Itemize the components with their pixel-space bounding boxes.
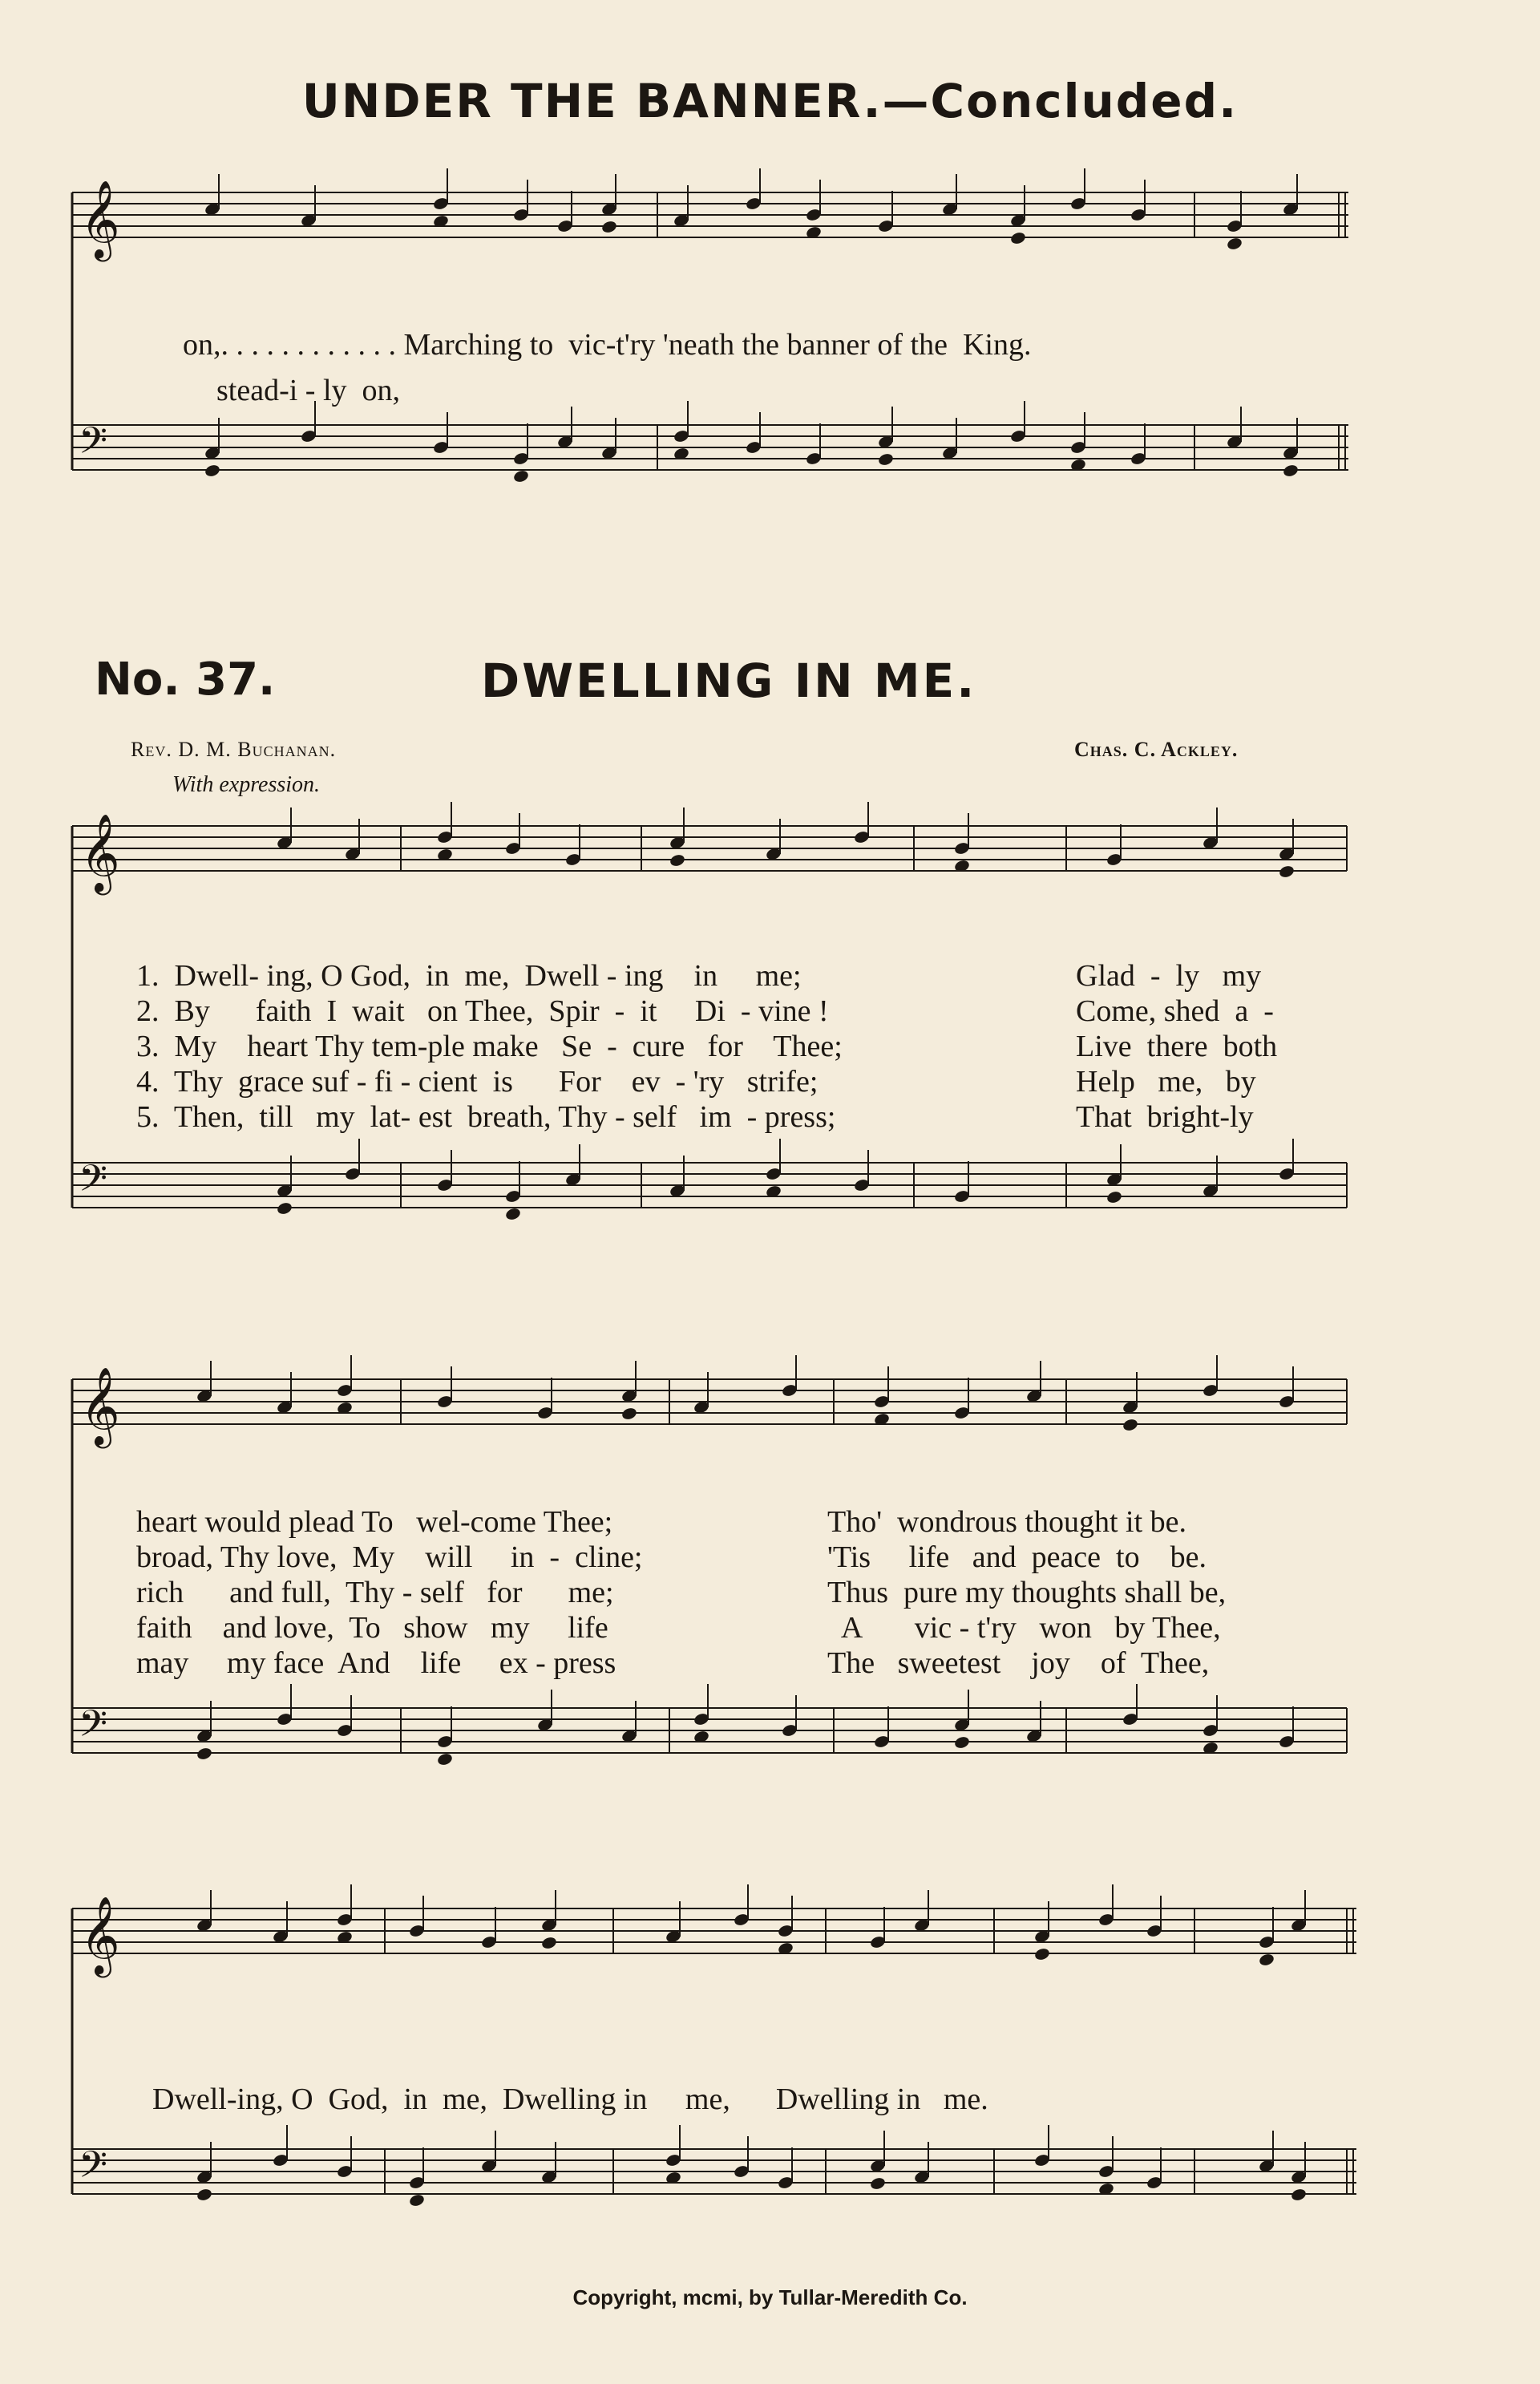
verse-line: broad, Thy love, My will in - cline;	[136, 1540, 643, 1574]
verse-line: Glad - ly my	[1076, 959, 1262, 993]
verse-line: heart would plead To wel-come Thee;	[136, 1505, 613, 1539]
bass-clef-icon: 𝄢	[79, 2143, 108, 2196]
treble-clef-icon: 𝄞	[80, 813, 120, 892]
verse-line: rich and full, Thy - self for me;	[136, 1576, 614, 1609]
note-head	[1290, 2188, 1307, 2202]
note-head	[877, 452, 894, 467]
refrain-lyric: Dwell-ing, O God, in me, Dwelling in me, Dwelling in me.	[152, 2082, 988, 2116]
note-head	[1122, 1418, 1138, 1432]
note-head	[540, 1936, 557, 1950]
verse-line: Help me, by	[1076, 1065, 1256, 1099]
note-head	[512, 469, 529, 484]
note-head	[436, 1752, 453, 1767]
note-head	[1258, 1953, 1275, 1967]
author-credit: Rev. D. M. Buchanan.	[131, 738, 337, 761]
hymn-title: DWELLING IN ME.	[481, 654, 977, 708]
treble-clef-icon: 𝄞	[80, 1896, 120, 1974]
verse-line: Thus pure my thoughts shall be,	[827, 1576, 1227, 1609]
note-head	[620, 1407, 637, 1421]
verse-block-2b	[827, 1504, 1226, 1681]
note-head	[1105, 1190, 1122, 1204]
lyric-line: stead-i - ly on,	[216, 374, 401, 407]
note-head	[1278, 864, 1295, 879]
note-head	[504, 1207, 521, 1221]
verse-block-1	[136, 958, 843, 1135]
note-head	[204, 463, 220, 478]
verse-line: Live there both	[1076, 1030, 1278, 1063]
treble-clef-icon: 𝄞	[80, 1366, 120, 1445]
copyright-notice: Copyright, mcmi, by Tullar-Meredith Co.	[572, 2285, 968, 2309]
note-head	[196, 2188, 212, 2202]
verse-line: 5. Then, till my lat- est breath, Thy - self im - press;	[136, 1100, 836, 1134]
bass-clef-icon: 𝄢	[79, 419, 108, 472]
note-head	[869, 2176, 886, 2191]
verse-line: 'Tis life and peace to be.	[827, 1540, 1207, 1574]
note-head	[953, 1735, 970, 1750]
bass-clef-icon: 𝄢	[79, 1702, 108, 1755]
verse-line: 2. By faith I wait on Thee, Spir - it Di - vine !	[136, 994, 829, 1028]
verse-line: 1. Dwell- ing, O God, in me, Dwell - ing in me;	[136, 959, 802, 993]
note-head	[600, 220, 617, 234]
verse-line: Come, shed a -	[1076, 994, 1274, 1028]
expression-mark: With expression.	[172, 772, 321, 797]
verse-line: The sweetest joy of Thee,	[827, 1646, 1210, 1680]
note-head	[1009, 231, 1026, 245]
verse-line: A vic - t'ry won by Thee,	[827, 1611, 1221, 1645]
note-head	[276, 1201, 293, 1216]
verse-line: may my face And life ex - press	[136, 1646, 616, 1680]
treble-clef-icon: 𝄞	[80, 180, 120, 258]
verse-block-2	[136, 1504, 643, 1681]
note-head	[196, 1747, 212, 1761]
composer-credit: Chas. C. Ackley.	[1074, 738, 1239, 761]
verse-line: Tho' wondrous thought it be.	[827, 1505, 1187, 1539]
hymn-number: No. 37.	[95, 654, 276, 706]
verse-line: 4. Thy grace suf - fi - cient is For ev - 'ry strife;	[136, 1065, 819, 1099]
verse-line: That bright-ly	[1076, 1100, 1254, 1134]
verse-line: 3. My heart Thy tem-ple make Se - cure for Thee;	[136, 1030, 843, 1063]
note-head	[408, 2193, 425, 2208]
bass-clef-icon: 𝄢	[79, 1157, 108, 1209]
page-title: UNDER THE BANNER.—Concluded.	[301, 74, 1239, 128]
note-head	[669, 853, 685, 868]
verse-block-1b	[1076, 958, 1277, 1135]
verse-line: faith and love, To show my life	[136, 1611, 608, 1645]
note-head	[1282, 463, 1299, 478]
note-head	[1226, 237, 1243, 251]
note-head	[1033, 1947, 1050, 1961]
lyric-line: on,. . . . . . . . . . . . Marching to vic-t'ry 'neath the banner of the King.	[183, 328, 1032, 362]
